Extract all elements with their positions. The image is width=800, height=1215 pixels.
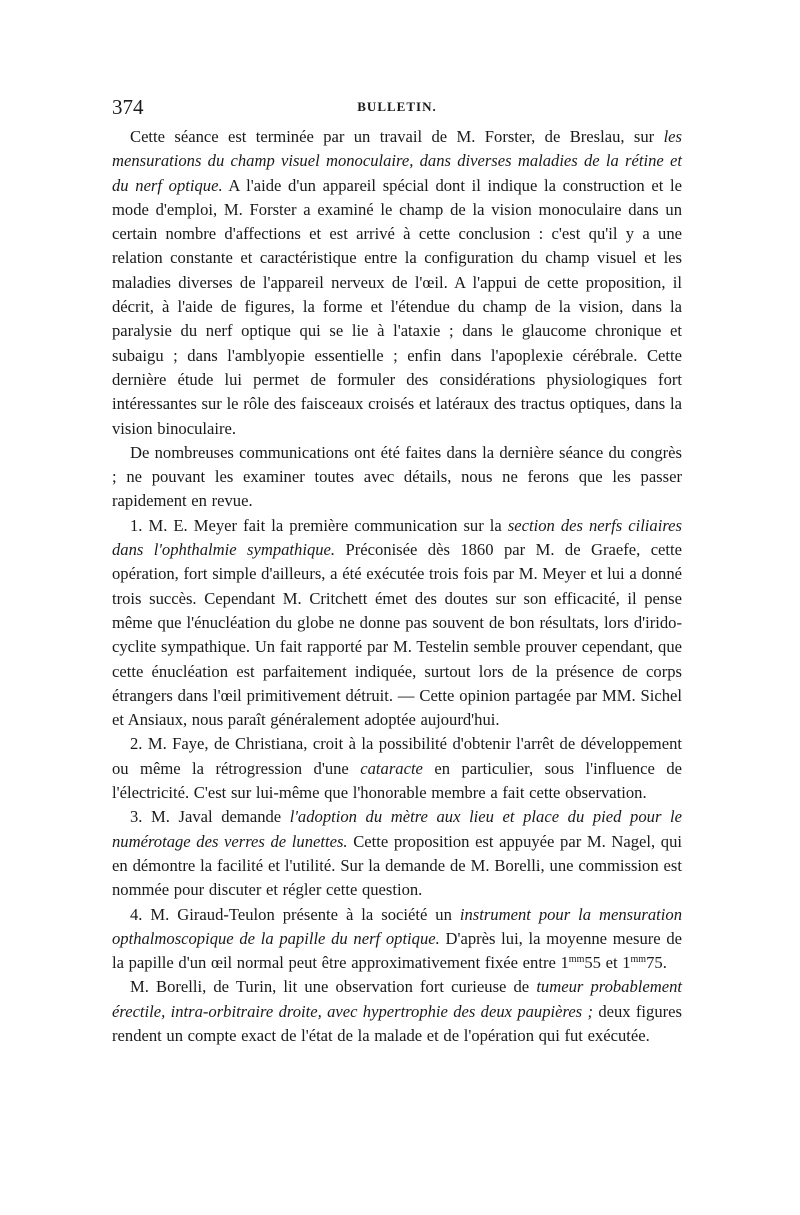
forster-work-title: les mensurations du champ visuel monoculaire, dans diverses maladies de la rétine et du nerf optique. [112,127,682,195]
running-head [112,95,682,125]
borelli-topic: tumeur probablement érectile, intra-orbitraire droite, avec hypertrophie des deux paupières ; [112,977,683,1021]
paragraph-meyer: 1. M. E. Meyer fait la première communication sur la section des nerfs ciliaires dans l'ophthalmie sympathique. Préconisée dès 1860 par M. de Graefe, cette opération, fort simple d'ailleurs, a été exécutée trois fois par M. Meyer et lui a donné trois succès. Cependant M. Critchett émet des doutes sur son efficacité, il pense même que l'énucléation du globe ne donne pas souvent de bon résultats, lors d'irido-cyclite sympathique. Un fait rapporté par M. Testelin semble prouver cependant, que cette énucléation est parfaitement indiquée, surtout lors de la présence de corps étrangers dans l'œil primitivement détruit. — Cette opinion partagée par MM. Sichel et Ansiaux, nous paraît généralement adoptée aujourd'hui. [112,515,683,730]
meyer-topic: section des nerfs ciliaires dans l'ophthalmie sympathique. [112,515,682,560]
running-title: BULLETIN. [357,99,437,114]
faye-topic: cataracte [360,758,423,778]
giraud-teulon-topic: instrument pour la mensuration opthalmoscopique de la papille du nerf optique. [112,904,683,948]
book-page [112,95,682,1048]
javal-topic: l'adoption du mètre aux lieu et place du pied pour le numérotage des verres de lunettes. [112,807,682,851]
body-text [112,125,682,1048]
paragraph-faye: 2. M. Faye, de Christiana, croit à la possibilité d'obtenir l'arrêt de développement ou même la rétrogression d'une cataracte en particulier, sous l'influence de l'électricité. C'est sur lui-même que l'honorable membre a fait cette observation. [112,734,683,803]
page-number: 374 [112,95,144,119]
paragraph-borelli: M. Borelli, de Turin, lit une observation fort curieuse de tumeur probablement érectile, intra-orbitraire droite, avec hypertrophie des deux paupières ; deux figures rendent un compte exact de l'état de la malade et de l'opération qui fut exécutée. [112,977,683,1045]
paragraph-javal: 3. M. Javal demande l'adoption du mètre aux lieu et place du pied pour le numérotage des verres de lunettes. Cette proposition est appuyée par M. Nagel, qui en démontre la facilité et l'utilité. Sur la demande de M. Borelli, une commission est nommée pour discuter et régler cette question. [112,807,682,900]
paragraph-communications-intro: De nombreuses communications ont été faites dans la dernière séance du congrès ; ne pouvant les examiner toutes avec détails, nous ne ferons que les passer rapidement en revue. [112,442,682,511]
paragraph-forster: Cette séance est terminée par un travail de M. Forster, de Breslau, sur les mensurations du champ visuel monoculaire, dans diverses maladies de la rétine et du nerf optique. A l'aide d'un appareil spécial dont il indique la construction et le mode d'emploi, M. Forster a examiné le champ de la vision monoculaire dans un certain nombre d'affections et est arrivé à cette conclusion : c'est qu'il y a une relation constante et caractéristique entre la configuration du champ visuel et les maladies diverses de l'appareil nerveux de l'œil. A l'appui de cette proposition, il décrit, à l'aide de figures, la forme et l'étendue du champ de la vision, dans la paralysie du nerf optique qui se lie à l'ataxie ; dans le glaucome chronique et subaigu ; dans l'amblyopie essentielle ; enfin dans l'apoplexie cérébrale. Cette dernière étude lui permet de formuler des considérations physiologiques fort intéressantes sur le rôle des faisceaux croisés et latéraux des tractus optiques, dans la vision binoculaire. [112,127,682,438]
paragraph-giraud-teulon: 4. M. Giraud-Teulon présente à la société un instrument pour la mensuration opthalmoscopique de la papille du nerf optique. D'après lui, la moyenne mesure de la papille d'un œil normal peut être approximativement fixée entre $1^{mm}55$ et $1^{mm}75$. [112,904,683,973]
